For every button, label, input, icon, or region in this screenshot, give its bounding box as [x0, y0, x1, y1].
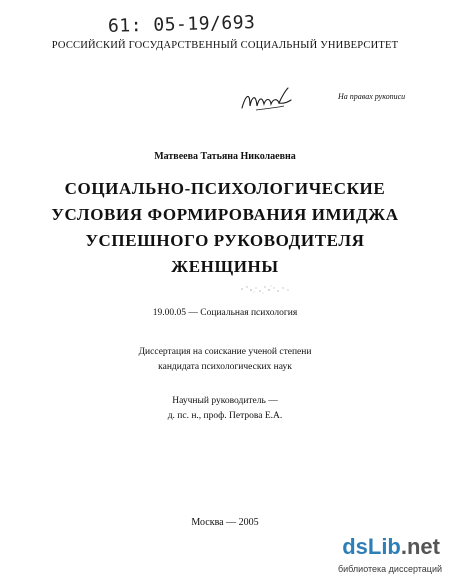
- title-line: УСПЕШНОГО РУКОВОДИТЕЛЯ: [85, 231, 365, 250]
- manuscript-rights-note: На правах рукописи: [338, 92, 406, 101]
- handwritten-signature: [236, 84, 296, 114]
- supervisor-name: д. пс. н., проф. Петрова Е.А.: [167, 411, 283, 421]
- dslib-watermark-link[interactable]: [325, 534, 450, 582]
- watermark-brand-domain: .net: [400, 534, 440, 559]
- title-line: УСЛОВИЯ ФОРМИРОВАНИЯ ИМИДЖА: [51, 205, 399, 224]
- scan-smudge: [236, 282, 296, 296]
- city-year: Москва — 2005: [191, 517, 259, 528]
- watermark-tagline: библиотека диссертаций: [337, 564, 442, 574]
- scientific-supervisor: [0, 394, 450, 424]
- watermark-logo: [342, 534, 440, 560]
- supervisor-label: Научный руководитель —: [172, 396, 278, 406]
- specialty-code: 19.00.05 — Социальная психология: [152, 308, 298, 318]
- author-name: Матвеева Татьяна Николаевна: [154, 151, 296, 162]
- title-line: ЖЕНЩИНЫ: [171, 257, 279, 276]
- dissertation-title: [40, 176, 410, 280]
- archive-stamp-number: 61: 05-19/693: [107, 12, 256, 37]
- watermark-brand-main: dsLib: [342, 534, 401, 559]
- degree-line: Диссертация на соискание ученой степени: [138, 347, 312, 357]
- degree-line: кандидата психологических наук: [158, 362, 292, 372]
- title-line: СОЦИАЛЬНО-ПСИХОЛОГИЧЕСКИЕ: [64, 179, 386, 198]
- degree-statement: [0, 345, 450, 375]
- university-name: РОССИЙСКИЙ ГОСУДАРСТВЕННЫЙ СОЦИАЛЬНЫЙ УНИВЕРСИТЕТ: [51, 40, 399, 51]
